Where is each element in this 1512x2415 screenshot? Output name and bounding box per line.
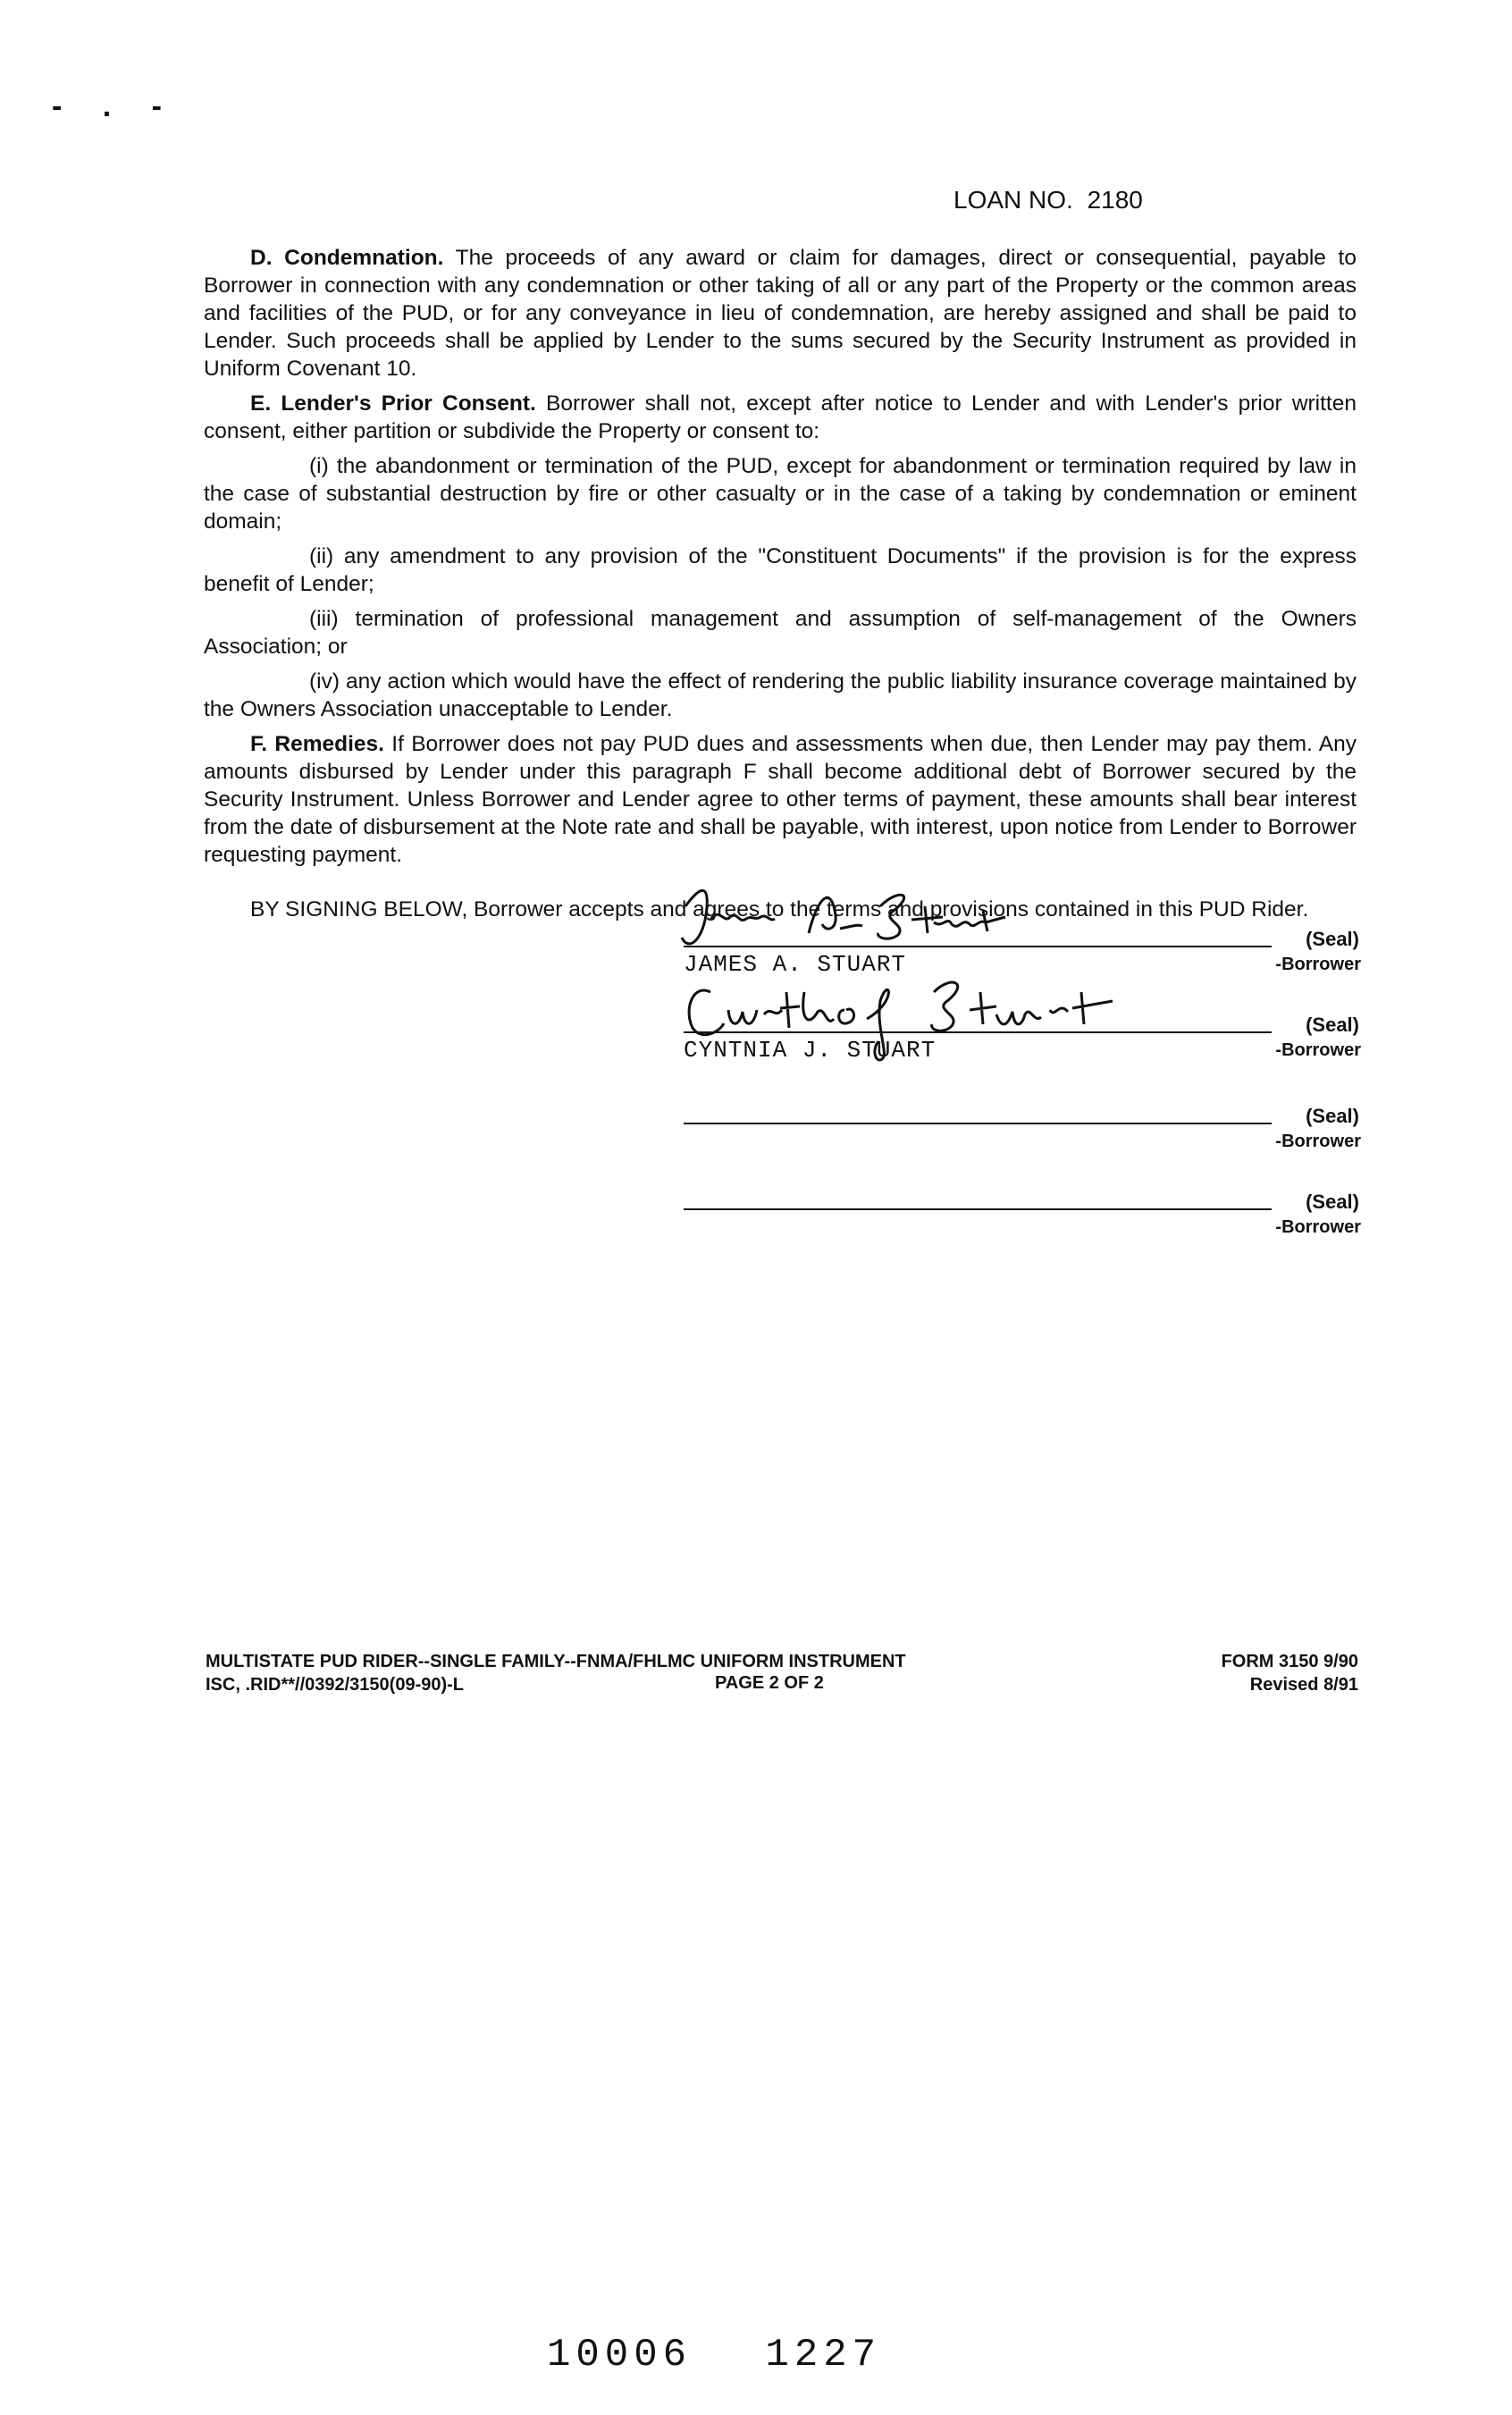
seal-label-2: (Seal)	[1306, 1014, 1359, 1036]
form-title: MULTISTATE PUD RIDER--SINGLE FAMILY--FNMA/FHLMC UNIFORM INSTRUMENT	[206, 1652, 906, 1671]
document-stamp-number	[547, 2333, 881, 2377]
signature-line-4	[684, 1208, 1272, 1210]
printed-name-2: CYNTNIA J. STUART	[684, 1037, 937, 1064]
section-f-text: If Borrower does not pay PUD dues and assessments when due, then Lender may pay them. Any amounts disbursed by Lender under this paragraph F shall become additional debt of Borrower secured by the Security Instrument. Unless Borrower and Lender agree to other terms of payment, these amounts shall bear interest from the date of disbursement at the Note rate and shall be payable, with interest, upon notice from Lender to Borrower requesting payment.	[204, 732, 1357, 867]
loan-number-header	[953, 186, 1143, 215]
loan-number: 2180	[1087, 186, 1143, 214]
form-code: ISC, .RID**//0392/3150(09-90)-L	[206, 1675, 465, 1695]
stamp-part-a: 10006	[547, 2333, 693, 2377]
role-label-4: -Borrower	[1275, 1217, 1361, 1237]
footer-right	[1197, 1650, 1358, 1696]
role-label-1: -Borrower	[1275, 955, 1361, 974]
signature-james-stuart	[675, 879, 1050, 960]
revised-date: Revised 8/91	[1249, 1675, 1358, 1695]
stamp-part-b: 1227	[765, 2333, 882, 2377]
section-d-text: The proceeds of any award or claim for damages, direct or consequential, payable to Borrower in connection with any condemnation or other taking of all or any part of the Property or the common areas and facilities of the PUD, or for any conveyance in lieu of condemnation, are hereby assigned and shall be paid to Lender. Such proceeds shall be applied by Lender to the sums secured by the Security Instrument as provided in Uniform Covenant 10.	[204, 246, 1357, 381]
signature-line-2	[684, 1031, 1272, 1033]
signature-block-4	[684, 1178, 1361, 1241]
signature-block-2	[684, 1001, 1361, 1064]
section-d	[204, 244, 1357, 383]
section-e-title: E. Lender's Prior Consent.	[250, 391, 536, 416]
printed-name-1: JAMES A. STUART	[684, 951, 907, 978]
section-e-text: Borrower shall not, except after notice to Lender and with Lender's prior written consent, either partition or subdivide the Property or consent to:	[204, 391, 1357, 443]
corner-marks: - . -	[52, 89, 178, 123]
seal-label-1: (Seal)	[1306, 928, 1359, 950]
role-label-3: -Borrower	[1275, 1132, 1361, 1151]
section-f-title: F. Remedies.	[250, 732, 384, 756]
section-e	[204, 390, 1357, 445]
section-e-item-1: (i) the abandonment or termination of the PUD, except for abandonment or termination required by law in the case of substantial destruction by fire or other casualty or in the case of a taking by condemnation or eminent domain;	[204, 454, 1357, 534]
seal-label-4: (Seal)	[1306, 1191, 1359, 1213]
signature-block-3	[684, 1092, 1361, 1155]
section-e-item-2: (ii) any amendment to any provision of the "Constituent Documents" if the provision is for the express benefit of Lender;	[204, 544, 1357, 596]
signing-statement: BY SIGNING BELOW, Borrower accepts and agrees to the terms and provisions contained in this PUD Rider.	[250, 897, 1309, 921]
loan-label: LOAN NO.	[953, 186, 1073, 214]
section-d-title: D. Condemnation.	[250, 246, 444, 270]
signature-line-1	[684, 946, 1272, 947]
section-e-item-4: (iv) any action which would have the effect of rendering the public liability insurance coverage maintained by the Owners Association unacceptable to Lender.	[204, 669, 1357, 721]
section-f	[204, 730, 1357, 869]
seal-label-3: (Seal)	[1306, 1105, 1359, 1127]
page-indicator: PAGE 2 OF 2	[715, 1673, 824, 1693]
signature-line-3	[684, 1123, 1272, 1124]
role-label-2: -Borrower	[1275, 1040, 1361, 1060]
rider-body	[204, 244, 1357, 930]
form-number: FORM 3150 9/90	[1221, 1652, 1358, 1671]
section-e-item-3: (iii) termination of professional management and assumption of self-management of the Owners Association; or	[204, 607, 1357, 659]
